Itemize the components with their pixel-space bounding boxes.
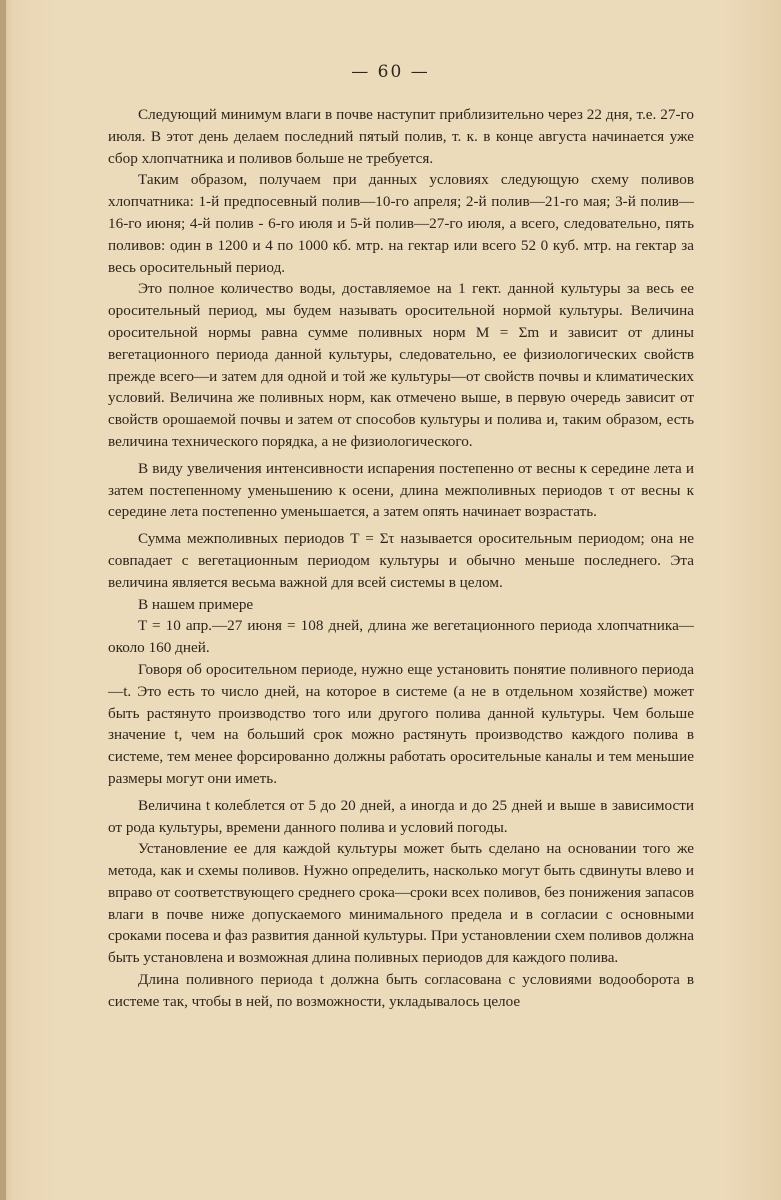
page-spine-edge: [0, 0, 6, 1200]
paragraph: Величина t колеблется от 5 до 20 дней, а иногда и до 25 дней и выше в зависимости от рода культуры, времени данного полива и условий погоды.: [108, 796, 694, 836]
paragraph: Таким образом, получаем при данных условиях следующую схему поливов хлопчатника: 1-й предпосевный полив—10-го апреля; 2-й полив—21-го мая; 3-й полив—16-го июня; 4-й полив - 6-го июля и 5-й полив—27-го июля, а всего, следовательно, пять поливов: один в 1200 и 4 по 1000 кб. мтр. на гектар или всего 52 0 куб. мтр. на гектар за весь оросительный период.: [108, 171, 694, 276]
formula-line: T = 10 апр.—27 июня = 108 дней, длина же вегетационного периода хлопчатника—около 160 дней.: [108, 617, 694, 657]
paragraph: Говоря об оросительном периоде, нужно еще установить понятие поливного периода—t. Это есть то число дней, на которое в системе (а не в отдельном хозяйстве) может быть растянуто производство того или другого полива данной культуры. Чем больше значение t, чем на больший срок можно растянуть производство каждого полива в системе, тем менее форсированно должны работать оросительные каналы и тем меньшие размеры могут они иметь.: [108, 660, 694, 787]
paragraph: В виду увеличения интенсивности испарения постепенно от весны к середине лета и затем постепенному уменьшению к осени, длина межполивных периодов τ от весны к середине лета постепенно уменьшается, а затем опять начинает возрастать.: [108, 459, 694, 521]
paragraph: Это полное количество воды, доставляемое на 1 гект. данной культуры за весь ее оросительный период, мы будем называть оросительной нормой культуры. Величина оросительной нормы равна сумме поливных норм M = Σm и зависит от длины вегетационного периода данной культуры, следовательно, ее физиологических свойств прежде всего—и затем для одной и той же культуры—от свойств почвы и климатических условий. Величина же поливных норм, как отмечено выше, в первую очередь зависит от свойств орошаемой почвы и затем от способов культуры и полива и, таким образом, есть величина технического порядка, а не физиологического.: [108, 280, 694, 450]
paragraph: Сумма межполивных периодов T = Στ называется оросительным периодом; она не совпадает с вегетационным периодом культуры и обычно меньше последнего. Эта величина является весьма важной для всей системы в целом.: [108, 530, 694, 591]
page-number: — 60 —: [351, 62, 430, 82]
paragraph: Длина поливного периода t должна быть согласована с условиями водооборота в системе так, чтобы в ней, по возможности, укладывалось целое: [108, 971, 694, 1010]
body-text: [108, 104, 694, 1013]
paragraph: Следующий минимум влаги в почве наступит приблизительно через 22 дня, т.е. 27-го июля. В этот день делаем последний пятый полив, т. к. в конце августа начинается уже сбор хлопчатника и поливов больше не требуется.: [108, 106, 694, 167]
paragraph: Установление ее для каждой культуры может быть сделано на основании того же метода, как и схемы поливов. Нужно определить, насколько могут быть сдвинуты влево и вправо от соответствующего среднего срока—сроки всех поливов, без понижения запасов влаги в почве ниже допускаемого минимального предела и в согласии с основными сроками посева и фаз развития данной культуры. При установлении схем поливов должна быть установлена и возможная длина поливных периодов для каждого полива.: [108, 840, 694, 967]
paragraph: В нашем примере: [138, 595, 254, 613]
